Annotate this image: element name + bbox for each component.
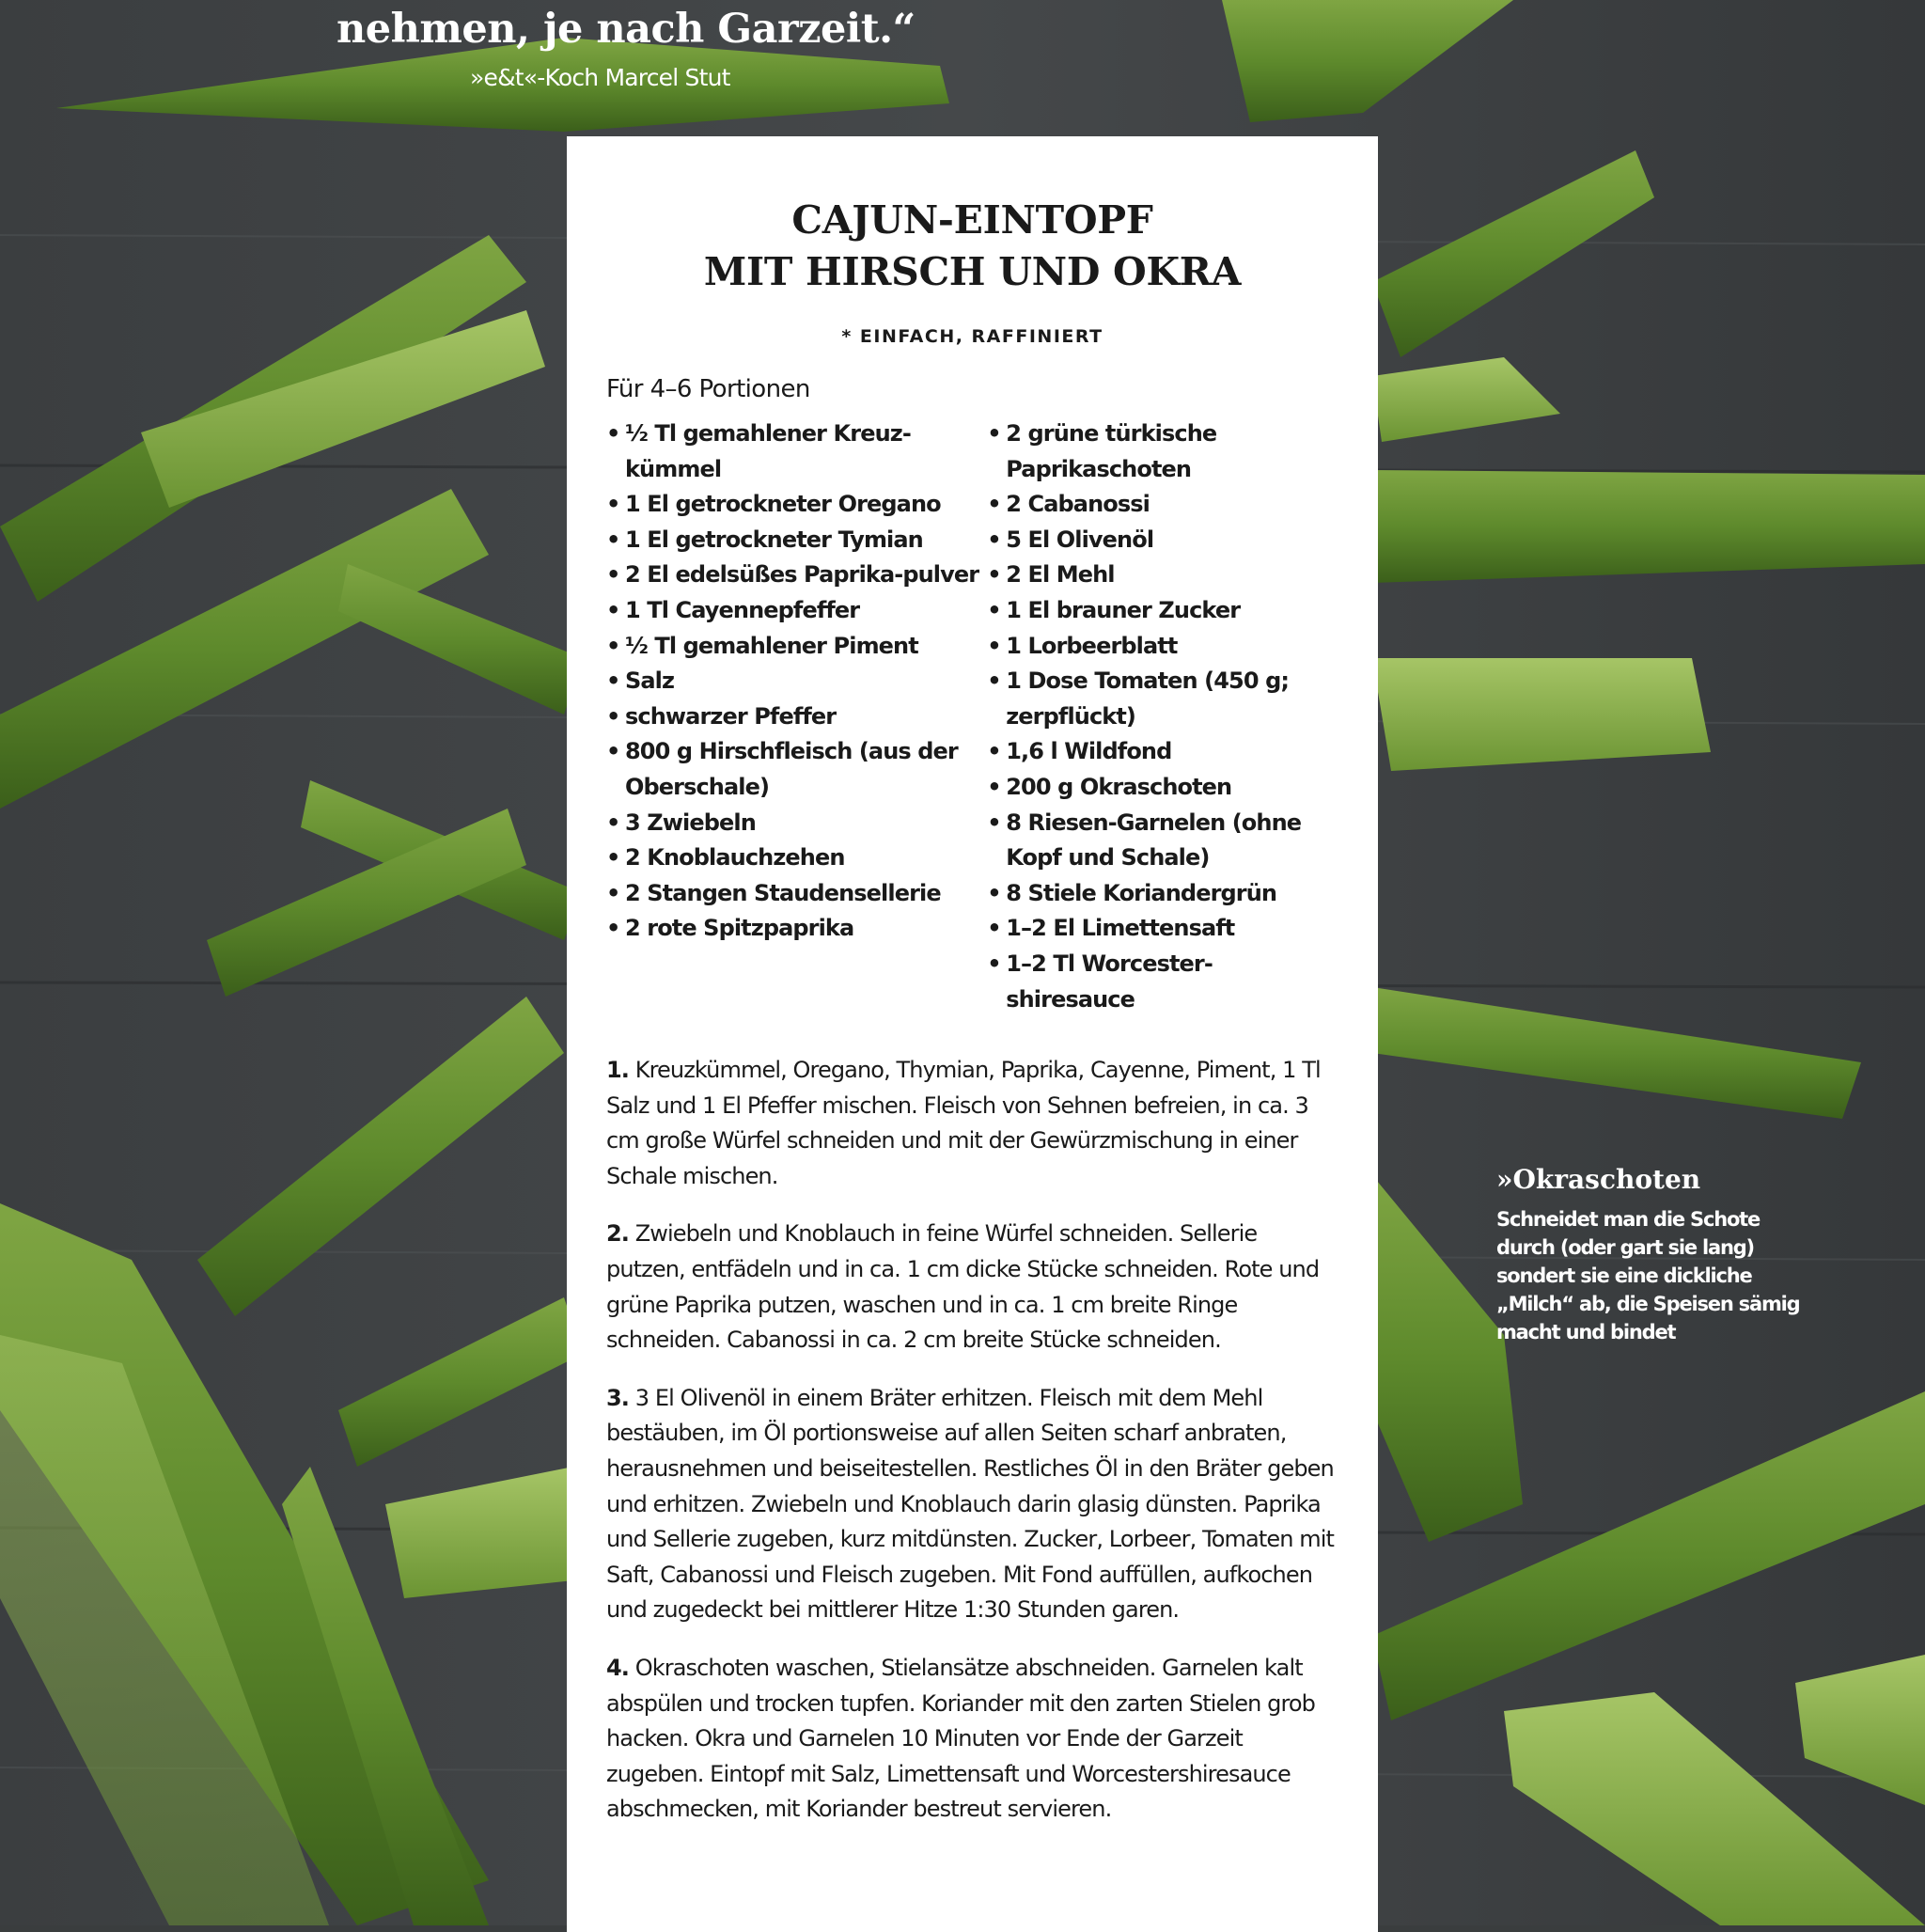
ingredient-item: • 2 rote Spitzpaprika	[606, 911, 987, 947]
step-text: Kreuzkümmel, Oregano, Thymian, Paprika, Cayenne, Piment, 1 Tl Salz und 1 El Pfeffer mischen. Fleisch von Sehnen befreien, in ca. 3 cm große Würfel schneiden und mit der Gewürzmischung in einer Schale mischen.	[606, 1057, 1321, 1189]
step-1	[606, 1053, 1338, 1194]
ingredient-item: • 2 El Mehl	[987, 558, 1338, 593]
recipe-title	[606, 195, 1338, 298]
ingredient-item: • 200 g Okraschoten	[987, 770, 1338, 806]
recipe-card	[567, 136, 1378, 1932]
ingredient-item: • 1 El getrockneter Tymian	[606, 523, 987, 558]
quote-author: »e&t«-Koch Marcel Stut	[470, 64, 730, 91]
ingredient-item: • 2 Knoblauchzehen	[606, 840, 987, 876]
step-number: 2.	[606, 1220, 630, 1248]
ingredient-item: • 2 El edelsüßes Paprika-pulver	[606, 558, 987, 593]
ingredient-item: • 1 Tl Cayennepfeffer	[606, 593, 987, 629]
ingredient-item: • schwarzer Pfeffer	[606, 699, 987, 735]
ingredient-item: • ½ Tl gemahlener Piment	[606, 629, 987, 665]
ingredient-item: • 800 g Hirschfleisch (aus der Oberschale)	[606, 734, 987, 805]
ingredient-item: • 1,6 l Wildfond	[987, 734, 1338, 770]
ingredient-item: • 1–2 Tl Worcester-shiresauce	[987, 947, 1338, 1017]
step-4	[606, 1651, 1338, 1828]
step-text: 3 El Olivenöl in einem Bräter erhitzen. Fleisch mit dem Mehl bestäuben, im Öl portionsweise auf allen Seiten scharf anbraten, herausnehmen und beiseitestellen. Restliches Öl in den Bräter geben und erhitzen. Zwiebeln und Knoblauch darin glasig dünsten. Paprika und Sellerie zugeben, kurz mitdünsten. Zucker, Lorbeer, Tomaten mit Saft, Cabanossi und Fleisch zugeben. Mit Fond auffüllen, aufkochen und zugedeckt bei mittlerer Hitze 1:30 Stunden garen.	[606, 1384, 1335, 1624]
step-3	[606, 1381, 1338, 1628]
ingredient-item: • ½ Tl gemahlener Kreuz-kümmel	[606, 416, 987, 487]
ingredient-item: • 8 Riesen-Garnelen (ohne Kopf und Schale)	[987, 806, 1338, 876]
step-number: 4.	[606, 1655, 630, 1681]
ingredient-item: • 1 Lorbeerblatt	[987, 629, 1338, 665]
step-text: Okraschoten waschen, Stielansätze abschneiden. Garnelen kalt abspülen und trocken tupfen. Koriander mit den zarten Stielen grob hacken. Okra und Garnelen 10 Minuten vor Ende der Garzeit zugeben. Eintopf mit Salz, Limettensaft und Worcestershiresauce abschmecken, mit Koriander bestreut servieren.	[606, 1655, 1315, 1823]
ingredients-right-column	[987, 416, 1338, 1017]
ingredient-item: • 2 Cabanossi	[987, 487, 1338, 523]
ingredient-item: • 8 Stiele Koriandergrün	[987, 876, 1338, 912]
step-text: Zwiebeln und Knoblauch in feine Würfel schneiden. Sellerie putzen, entfädeln und in ca. 1 cm dicke Stücke schneiden. Rote und grüne Paprika putzen, waschen und in ca. 1 cm breite Ringe schneiden. Cabanossi in ca. 2 cm breite Stücke schneiden.	[606, 1220, 1320, 1354]
ingredients-left-column	[606, 416, 987, 1017]
step-number: 3.	[606, 1384, 630, 1411]
step-2	[606, 1217, 1338, 1358]
ingredient-item: • 5 El Olivenöl	[987, 523, 1338, 558]
pull-quote: nehmen, je nach Garzeit.“	[336, 6, 916, 53]
ingredient-item: • 1 Dose Tomaten (450 g; zerpflückt)	[987, 664, 1338, 734]
sidebar-note-title: »Okraschoten	[1496, 1164, 1701, 1195]
ingredient-item: • 2 Stangen Staudensellerie	[606, 876, 987, 912]
ingredient-item: • 2 grüne türkische Paprikaschoten	[987, 416, 1338, 487]
portions-label: Für 4–6 Portionen	[606, 375, 810, 403]
ingredient-item: • 3 Zwiebeln	[606, 806, 987, 841]
ingredient-item: • 1–2 El Limettensaft	[987, 911, 1338, 947]
step-number: 1.	[606, 1057, 630, 1084]
recipe-title-line-2: MIT HIRSCH UND OKRA	[703, 249, 1242, 294]
preparation-steps	[606, 1053, 1338, 1828]
difficulty-label: * EINFACH, RAFFINIERT	[841, 326, 1103, 347]
ingredient-item: • Salz	[606, 664, 987, 699]
recipe-title-line-1: CAJUN-EINTOPF	[791, 197, 1153, 243]
sidebar-note-text: Schneidet man die Schote durch (oder gart sie lang) sondert sie eine dickliche „Milch“ ab, die Speisen sämig macht und bindet	[1496, 1208, 1800, 1343]
ingredients	[606, 416, 1338, 1017]
ingredient-item: • 1 El getrockneter Oregano	[606, 487, 987, 523]
ingredient-item: • 1 El brauner Zucker	[987, 593, 1338, 629]
